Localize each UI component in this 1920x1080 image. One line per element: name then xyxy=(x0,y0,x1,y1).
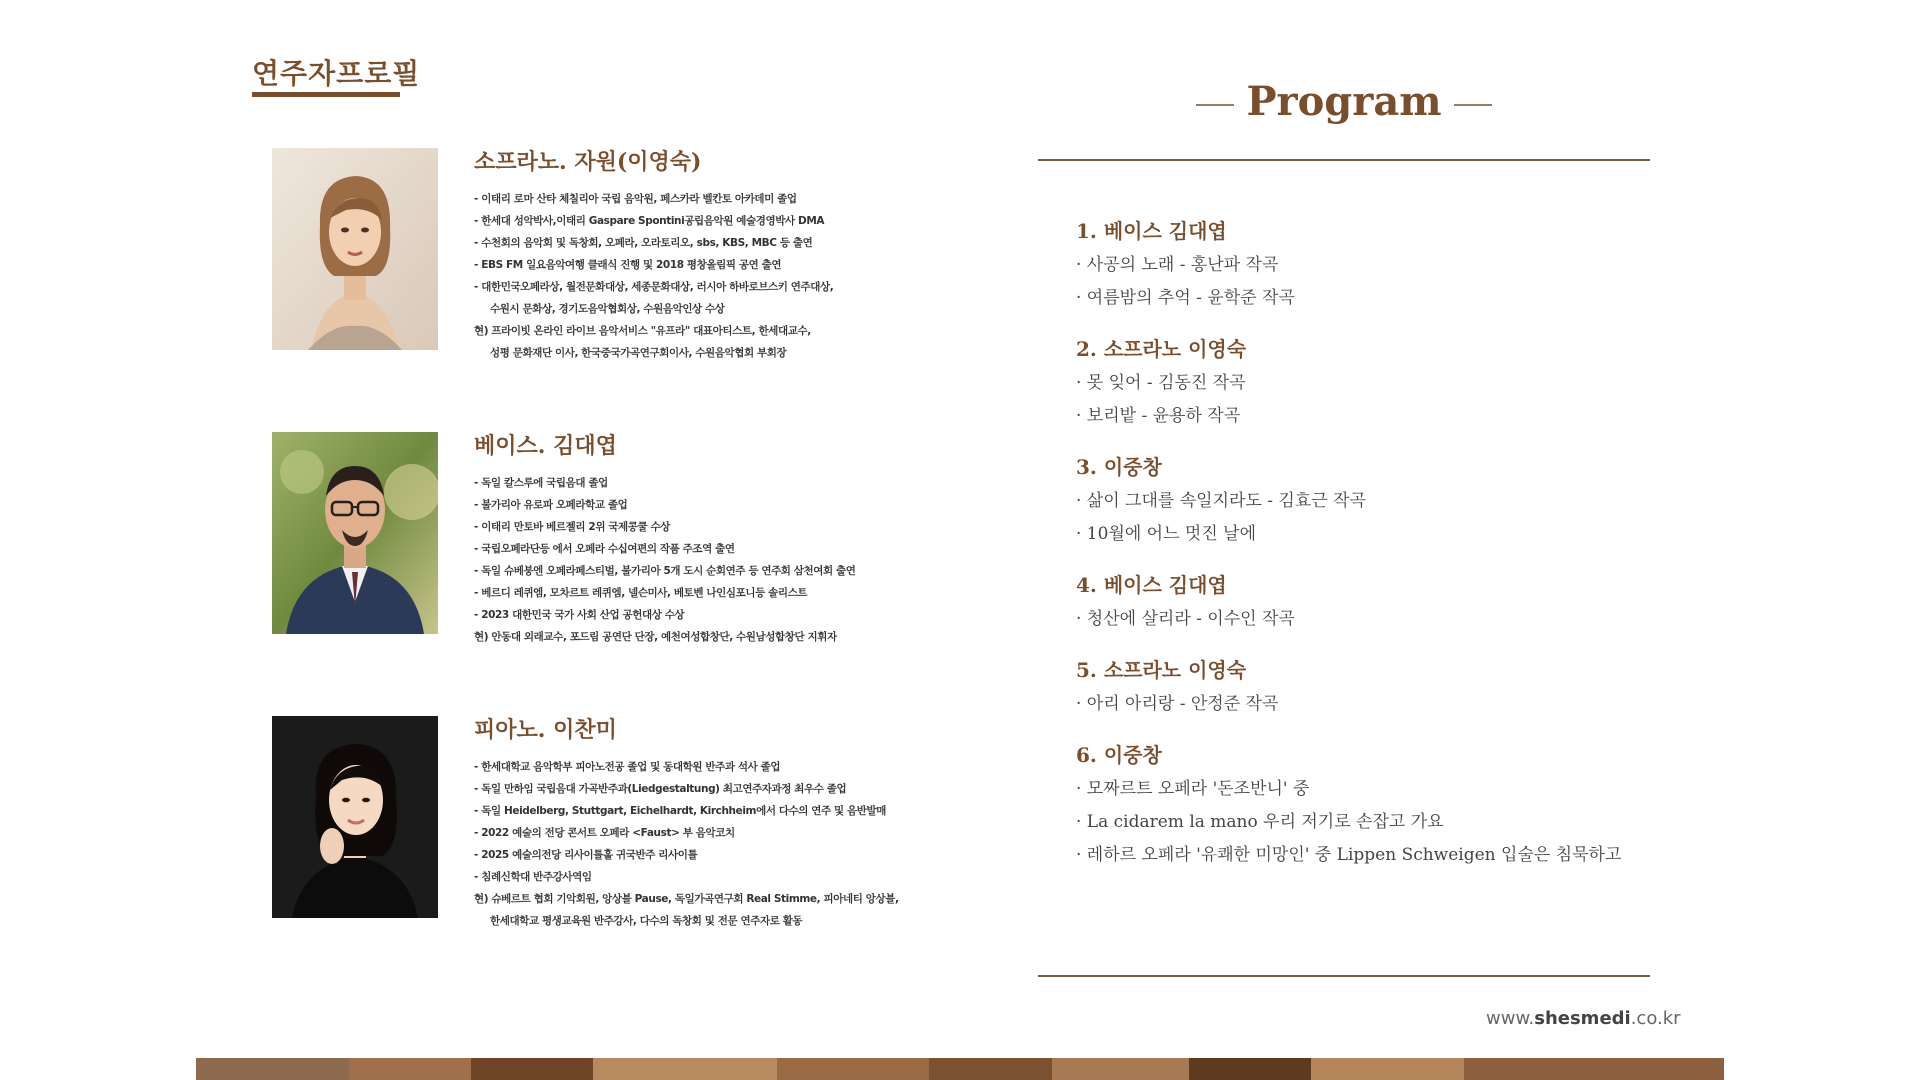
bio-line: 한세대학교 평생교육원 반주강사, 다수의 독창회 및 전문 연주자로 활동 xyxy=(490,915,803,927)
bass-bio-list xyxy=(474,472,1014,648)
program-section-heading: 3. 이중창 xyxy=(1076,455,1162,479)
title-dash-right xyxy=(1454,104,1492,106)
profile-piano xyxy=(272,716,932,927)
band-segment xyxy=(1052,1058,1190,1080)
program-section-heading: 2. 소프라노 이영숙 xyxy=(1076,337,1247,361)
program-piece: · 삶이 그대를 속일지라도 - 김효근 작곡 xyxy=(1076,491,1366,511)
program-piece: · 사공의 노래 - 홍난파 작곡 xyxy=(1076,255,1279,275)
bio-line: - 국립오페라단등 에서 오페라 수십여편의 작품 주조역 출연 xyxy=(474,543,735,555)
program-section xyxy=(1076,657,1676,721)
program-title xyxy=(1038,78,1650,125)
bio-line: - 이태리 만토바 베르젤리 2위 국제콩쿨 수상 xyxy=(474,521,671,533)
program-section xyxy=(1076,218,1676,315)
band-segment xyxy=(349,1058,471,1080)
bio-line: - 대한민국오페라상, 월전문화대상, 세종문화대상, 러시아 하바로브스키 연주대상, xyxy=(474,281,834,293)
bass-name: 베이스. 김대엽 xyxy=(474,433,617,459)
website-url xyxy=(1486,1008,1681,1029)
program-list xyxy=(1076,218,1676,893)
band-segment xyxy=(1311,1058,1464,1080)
bio-line: - 이태리 로마 산타 체칠리아 국립 음악원, 페스카라 벨칸토 아카데미 졸업 xyxy=(474,193,797,205)
title-dash-left xyxy=(1196,104,1234,106)
soprano-bio-list xyxy=(474,188,1014,364)
program-section-heading: 4. 베이스 김대엽 xyxy=(1076,573,1227,597)
bio-line: 현) 안동대 외래교수, 포드림 공연단 단장, 예천여성합창단, 수원남성합창단 지휘자 xyxy=(474,631,837,643)
profile-section-title: 연주자프로필 xyxy=(252,57,421,90)
program-bottom-rule xyxy=(1038,975,1650,977)
program-piece: · 청산에 살리라 - 이수인 작곡 xyxy=(1076,609,1295,629)
band-segment xyxy=(1464,1058,1724,1080)
bio-line: 성평 문화재단 이사, 한국중국가곡연구회이사, 수원음악협회 부회장 xyxy=(490,347,787,359)
program-section-heading: 1. 베이스 김대엽 xyxy=(1076,219,1227,243)
soprano-name: 소프라노. 자원(이영숙) xyxy=(474,149,702,175)
bio-line: - 불가리아 유로파 오페라학교 졸업 xyxy=(474,499,628,511)
piano-portrait-image xyxy=(272,716,438,918)
program-piece: · 모짜르트 오페라 '돈조반니' 중 xyxy=(1076,779,1310,799)
program-section-heading: 5. 소프라노 이영숙 xyxy=(1076,658,1247,682)
band-segment xyxy=(929,1058,1051,1080)
url-brand: shesmedi xyxy=(1534,1008,1631,1029)
bio-line: - 2023 대한민국 국가 사회 산업 공헌대상 수상 xyxy=(474,609,685,621)
profile-bass xyxy=(272,432,932,643)
bio-line: - 한세대 성악박사,이태리 Gaspare Spontini공립음악원 예술경영박사 DMA xyxy=(474,215,825,227)
program-section-heading: 6. 이중창 xyxy=(1076,743,1162,767)
piano-bio-list xyxy=(474,756,1014,932)
program-piece: · 아리 아리랑 - 안정준 작곡 xyxy=(1076,694,1279,714)
bio-line: - 수천회의 음악회 및 독창회, 오페라, 오라토리오, sbs, KBS, MBC 등 출연 xyxy=(474,237,813,249)
url-suffix: .co.kr xyxy=(1630,1008,1681,1029)
url-prefix: www. xyxy=(1486,1008,1535,1029)
program-section xyxy=(1076,572,1676,636)
band-segment xyxy=(593,1058,776,1080)
bio-line: - 독일 슈베붕엔 오페라페스티벌, 불가리아 5개 도시 순회연주 등 연주회 삼천여회 출연 xyxy=(474,565,856,577)
program-piece: · 여름밤의 추억 - 윤학준 작곡 xyxy=(1076,288,1295,308)
bio-line: - 침례신학대 반주강사역임 xyxy=(474,871,592,883)
program-section xyxy=(1076,336,1676,433)
bass-photo xyxy=(272,432,438,634)
program-piece: · La cidarem la mano 우리 저기로 손잡고 가요 xyxy=(1076,812,1444,832)
bio-line: 수원시 문화상, 경기도음악협회상, 수원음악인상 수상 xyxy=(490,303,725,315)
bio-line: - 베르디 레퀴엠, 모차르트 레퀴엠, 넬슨미사, 베토벤 나인심포니등 솔리스트 xyxy=(474,587,808,599)
program-piece: · 보리밭 - 윤용하 작곡 xyxy=(1076,406,1241,426)
bio-line: - 2022 예술의 전당 콘서트 오페라 <Faust> 부 음악코치 xyxy=(474,827,735,839)
bass-portrait-image xyxy=(272,432,438,634)
title-underline xyxy=(252,92,400,97)
program-title-text: Program xyxy=(1246,78,1442,125)
soprano-photo xyxy=(272,148,438,350)
bio-line: 현) 슈베르트 협회 기악회원, 앙상블 Pause, 독일가곡연구회 Real Stimme, 피아네티 앙상블, xyxy=(474,893,899,905)
band-segment xyxy=(196,1058,349,1080)
bio-line: - 독일 칼스루에 국립음대 졸업 xyxy=(474,477,608,489)
program-piece: · 10월에 어느 멋진 날에 xyxy=(1076,524,1257,544)
program-top-rule xyxy=(1038,159,1650,161)
program-section xyxy=(1076,454,1676,551)
soprano-portrait-image xyxy=(272,148,438,350)
bio-line: - 2025 예술의전당 리사이틀홀 귀국반주 리사이틀 xyxy=(474,849,698,861)
program-section xyxy=(1076,742,1676,872)
bio-line: 현) 프라이빗 온라인 라이브 음악서비스 "유프라" 대표아티스트, 한세대교수, xyxy=(474,325,811,337)
bio-line: - 한세대학교 음악학부 피아노전공 졸업 및 동대학원 반주과 석사 졸업 xyxy=(474,761,781,773)
band-segment xyxy=(1189,1058,1311,1080)
piano-name: 피아노. 이찬미 xyxy=(474,717,617,743)
band-segment xyxy=(471,1058,593,1080)
program-piece: · 레하르 오페라 '유쾌한 미망인' 중 Lippen Schweigen 입술은 침묵하고 xyxy=(1076,845,1622,865)
band-segment xyxy=(777,1058,930,1080)
program-piece: · 못 잊어 - 김동진 작곡 xyxy=(1076,373,1246,393)
profile-soprano xyxy=(272,148,932,359)
piano-photo xyxy=(272,716,438,918)
bio-line: - 독일 Heidelberg, Stuttgart, Eichelhardt, Kirchheim에서 다수의 연주 및 음반발매 xyxy=(474,805,887,817)
bio-line: - EBS FM 일요음악여행 클래식 진행 및 2018 평창올림픽 공연 출연 xyxy=(474,259,782,271)
bottom-color-band xyxy=(196,1058,1724,1080)
bio-line: - 독일 만하임 국립음대 가곡반주과(Liedgestaltung) 최고연주자과정 최우수 졸업 xyxy=(474,783,847,795)
